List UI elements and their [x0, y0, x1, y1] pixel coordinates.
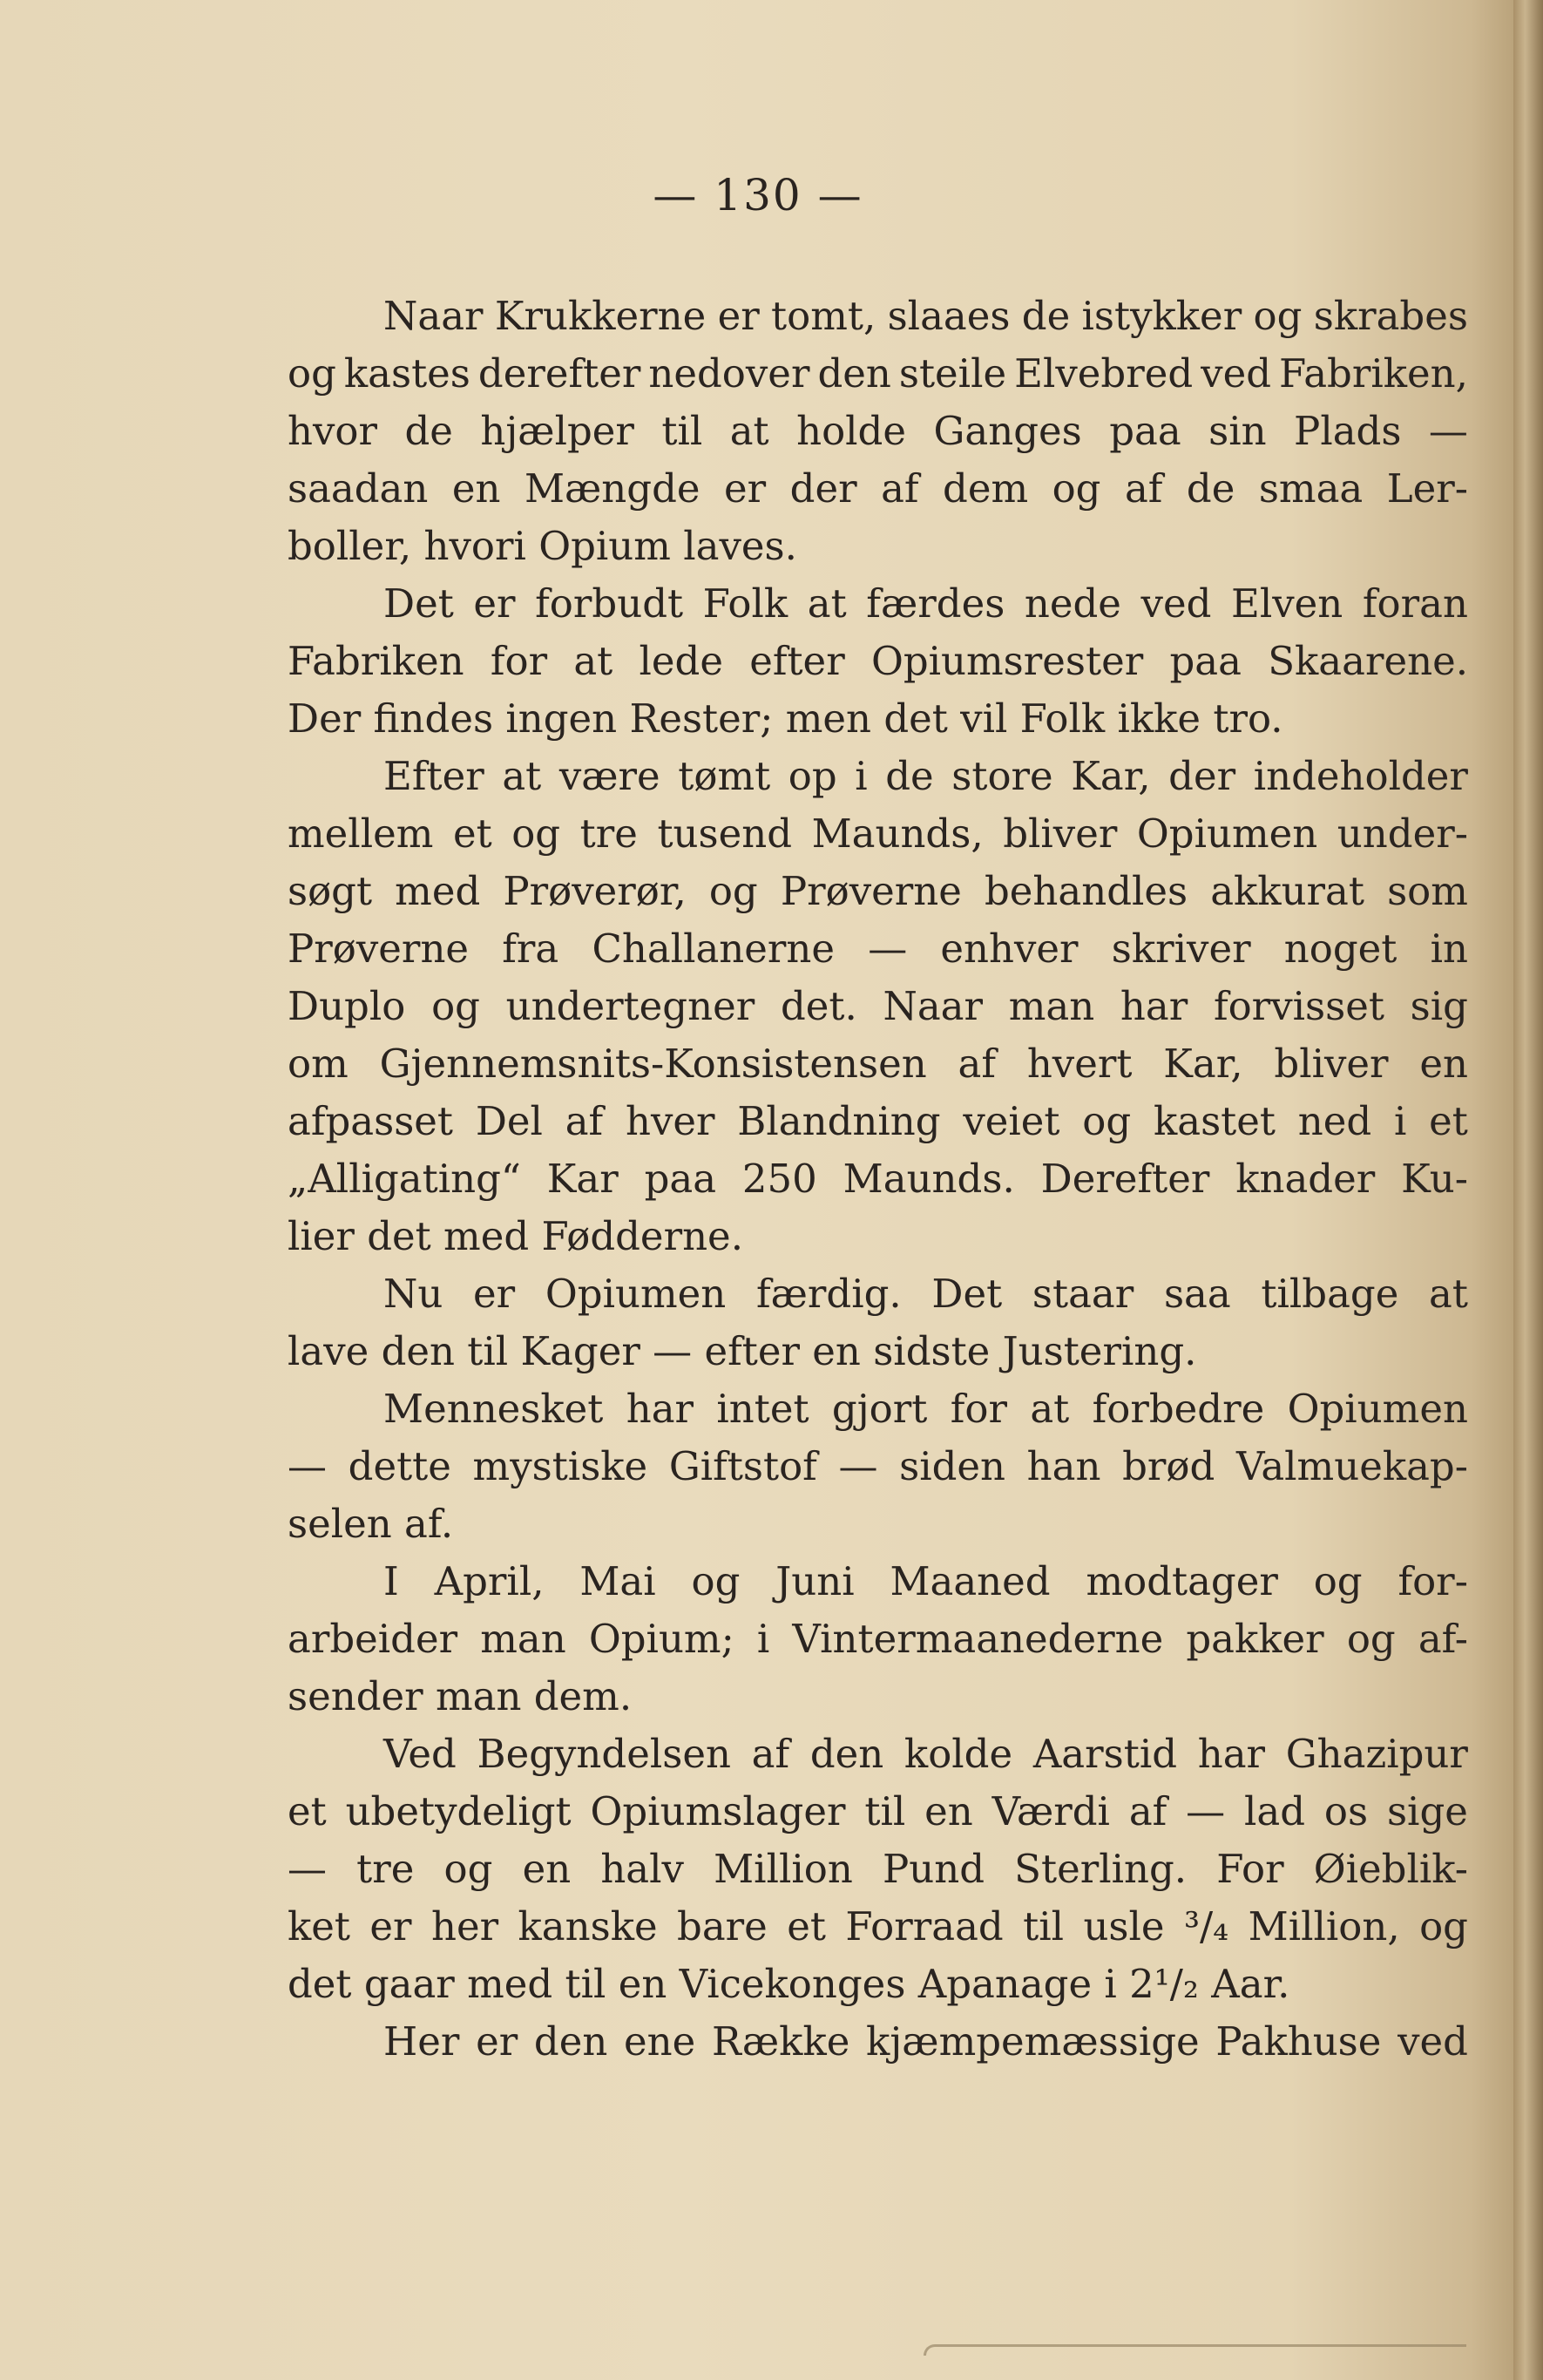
- text-line: — dette mystiske Giftstof — siden han brød Valmuekap-: [288, 1443, 1468, 1489]
- text-line: og kastes derefter nedover den steile Elvebred ved Fabriken,: [288, 350, 1468, 397]
- text-line: det gaar med til en Vicekonges Apanage i 2¹/₂ Aar.: [288, 1961, 1290, 2007]
- text-line: saadan en Mængde er der af dem og af de smaa Ler-: [288, 465, 1468, 512]
- text-line: sender man dem.: [288, 1673, 633, 1719]
- page-edge: [1513, 0, 1543, 2380]
- text-line: Det er forbudt Folk at færdes nede ved Elven foran: [383, 580, 1468, 627]
- text-line: ket er her kanske bare et Forraad til usle ³/₄ Million, og: [288, 1903, 1468, 1949]
- text-line: Her er den ene Række kjæmpemæssige Pakhuse ved: [383, 2018, 1468, 2065]
- text-line: boller, hvori Opium laves.: [288, 523, 797, 569]
- text-line: Prøverne fra Challanerne — enhver skriver noget in: [288, 926, 1468, 972]
- page-crease: [924, 2344, 1466, 2356]
- text-line: Der findes ingen Rester; men det vil Folk ikke tro.: [288, 695, 1283, 742]
- text-line: selen af.: [288, 1501, 454, 1547]
- text-line: Fabriken for at lede efter Opiumsrester paa Skaarene.: [288, 638, 1468, 684]
- text-line: — tre og en halv Million Pund Sterling. For Øieblik-: [288, 1846, 1468, 1892]
- text-line: hvor de hjælper til at holde Ganges paa sin Plads —: [288, 408, 1468, 454]
- body-text: [288, 288, 1468, 2071]
- text-line: I April, Mai og Juni Maaned modtager og for-: [383, 1558, 1468, 1604]
- page-number: — 130 —: [653, 170, 863, 220]
- text-line: søgt med Prøverør, og Prøverne behandles akkurat som: [288, 868, 1468, 914]
- text-line: Duplo og undertegner det. Naar man har forvisset sig: [288, 983, 1468, 1029]
- text-line: et ubetydeligt Opiumslager til en Værdi af — lad os sige: [288, 1788, 1468, 1834]
- text-line: arbeider man Opium; i Vintermaanederne pakker og af-: [288, 1616, 1468, 1662]
- text-line: Nu er Opiumen færdig. Det staar saa tilbage at: [383, 1271, 1468, 1317]
- text-line: „Alligating“ Kar paa 250 Maunds. Derefter knader Ku-: [288, 1156, 1468, 1202]
- text-line: mellem et og tre tusend Maunds, bliver Opiumen under-: [288, 810, 1468, 857]
- text-line: afpasset Del af hver Blandning veiet og kastet ned i et: [288, 1098, 1468, 1144]
- text-line: lave den til Kager — efter en sidste Justering.: [288, 1328, 1197, 1374]
- text-line: Efter at være tømt op i de store Kar, der indeholder: [383, 753, 1468, 799]
- text-line: Ved Begyndelsen af den kolde Aarstid har Ghazipur: [383, 1731, 1468, 1777]
- text-line: om Gjennemsnits-Konsistensen af hvert Kar, bliver en: [288, 1041, 1468, 1087]
- text-line: Mennesket har intet gjort for at forbedre Opiumen: [383, 1386, 1468, 1432]
- text-line: Naar Krukkerne er tomt, slaaes de istykker og skrabes: [383, 293, 1468, 339]
- text-line: lier det med Fødderne.: [288, 1213, 743, 1259]
